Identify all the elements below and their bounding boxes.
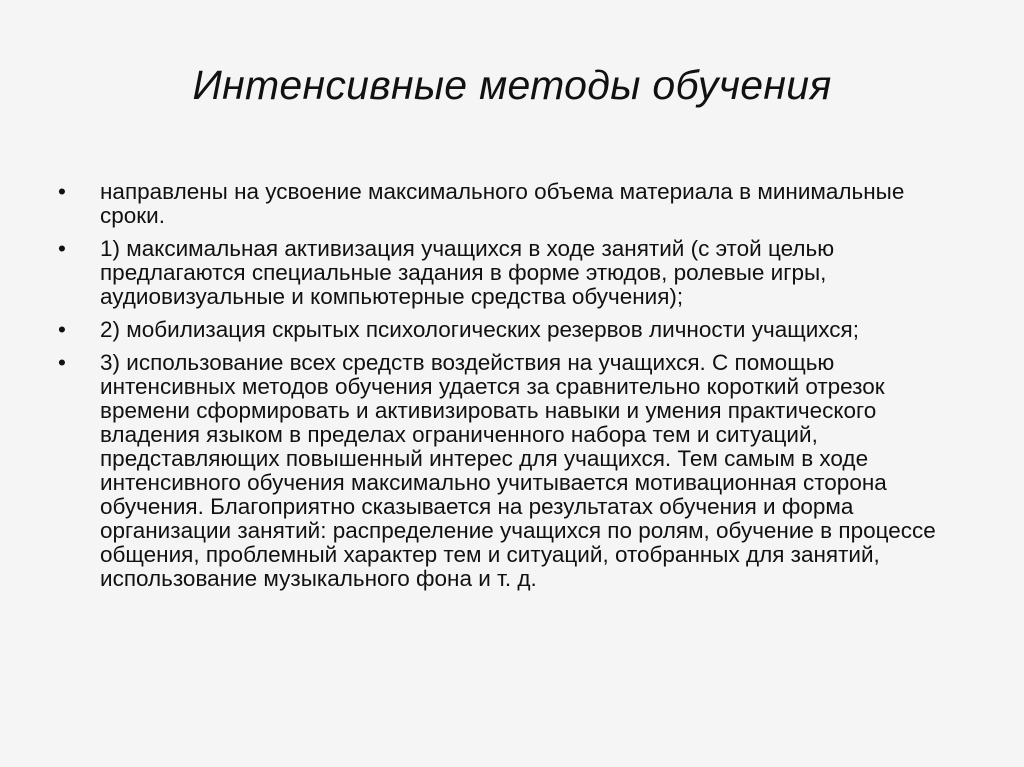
- bullet-text: 1) максимальная активизация учащихся в ходе занятий (с этой целью предлагаются специальные задания в форме этюдов, ролевые игры, аудиовизуальные и компьютерные средства обучения);: [100, 236, 835, 309]
- slide-title: Интенсивные методы обучения: [192, 62, 832, 108]
- bullet-item: [58, 180, 963, 228]
- bullet-text: 2) мобилизация скрытых психологических резервов личности учащихся;: [100, 317, 859, 342]
- bullet-item: [58, 237, 963, 309]
- bullet-dot-icon: •: [58, 350, 66, 375]
- bullet-text: 3) использование всех средств воздействия на учащихся. С помощью интенсивных методов обучения удается за сравнительно короткий отрезок времени сформировать и активизировать навыки и умения практического владения языком в пределах ограниченного набора тем и ситуаций, представляющих повышенный интерес для учащихся. Тем самым в ходе интенсивного обучения максимально учитывается мотивационная сторона обучения. Благоприятно сказывается на результатах обучения и форма организации занятий: распределение учащихся по ролям, обучение в процессе общения, проблемный характер тем и ситуаций, отобранных для занятий, использование музыкального фона и т. д.: [100, 350, 936, 591]
- bullet-text: направлены на усвоение максимального объема материала в минимальные сроки.: [100, 179, 905, 228]
- bullet-dot-icon: •: [58, 179, 66, 204]
- bullet-item: [58, 318, 963, 342]
- bullet-list: [58, 180, 963, 600]
- bullet-item: [58, 351, 963, 591]
- bullet-dot-icon: •: [58, 236, 66, 261]
- bullet-dot-icon: •: [58, 317, 66, 342]
